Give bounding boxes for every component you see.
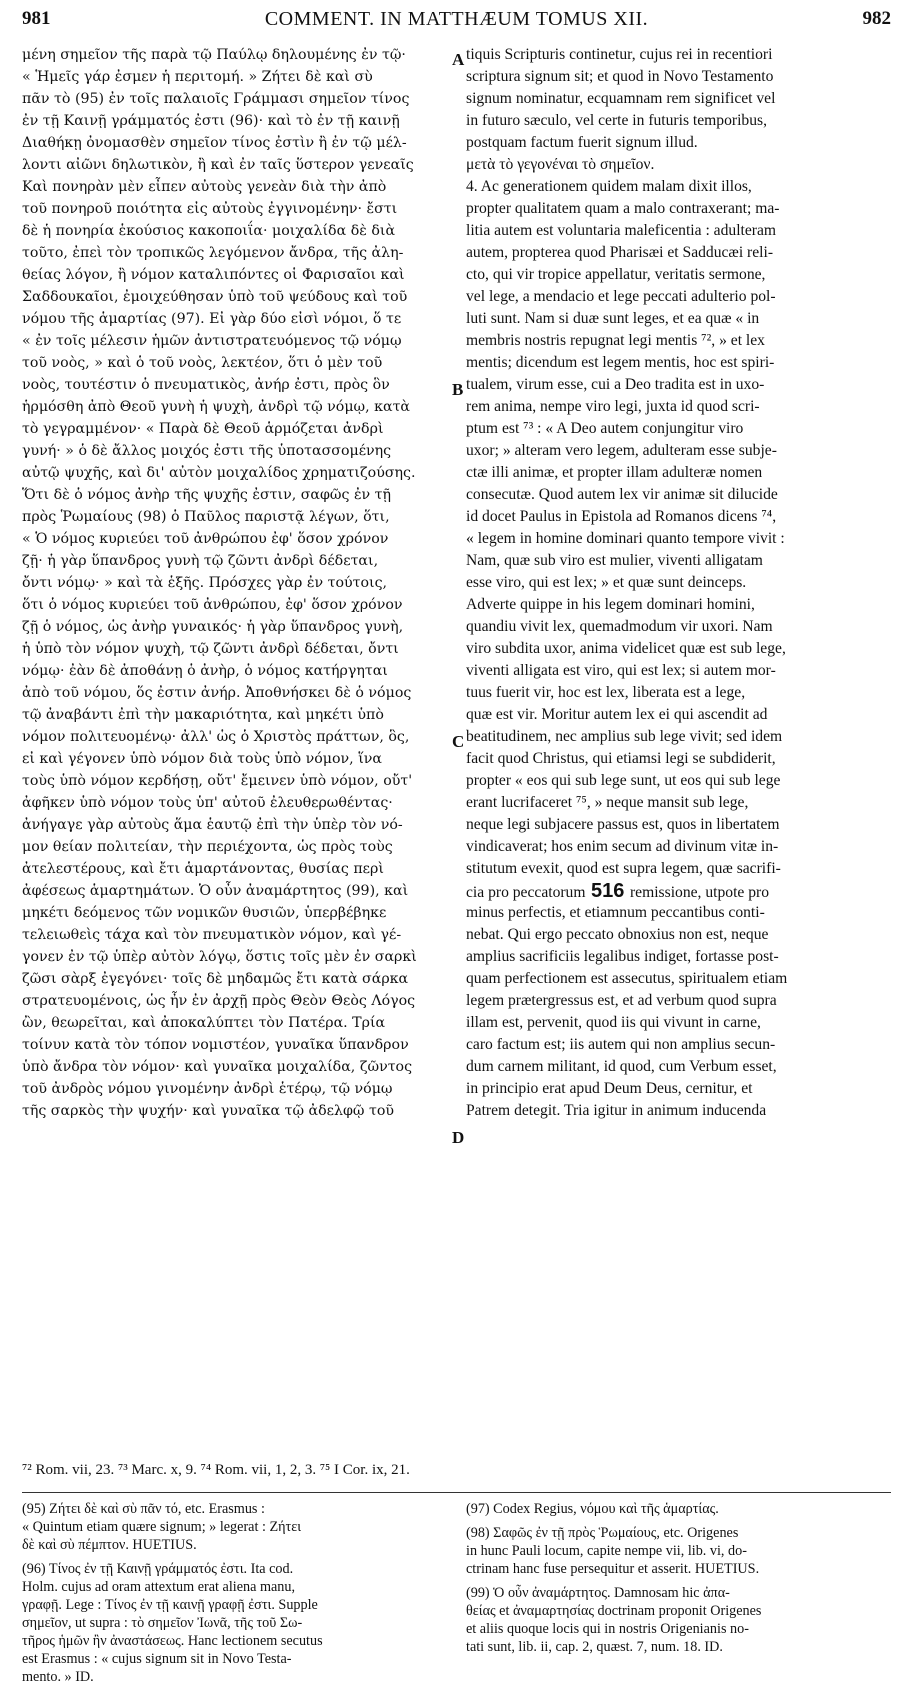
latin-text-line: neque legi subjacere passus est, quos in libertatem [466, 816, 780, 833]
greek-text-line: ἀπὸ τοῦ νόμου, ὅς ἐστιν ἀνήρ. Ἀποθνήσκει δὲ ὁ νόμος [22, 685, 412, 701]
greek-text-line: τοὺς ὑπὸ νόμον κερδήσῃ, οὔτ' ἔμεινεν ὑπὸ νόμον, οὔτ' [22, 773, 413, 789]
greek-text-line: ζῇ· ἡ γὰρ ὕπανδρος γυνὴ τῷ ζῶντι ἀνδρὶ δέδεται, [22, 553, 379, 569]
footnote-line: δὲ καὶ σὺ πέμπτον. HUETIUS. [22, 1537, 197, 1553]
greek-text-column [22, 44, 452, 1122]
footnote [22, 1560, 440, 1686]
greek-text-line: μένη σημεῖον τῆς παρὰ τῷ Παύλῳ δηλουμένης ἐν τῷ· [22, 47, 406, 63]
footnote-divider [22, 1492, 891, 1493]
footnote-line: τῆρος ἡμῶν ἢν ἀναστάσεως. Hanc lectionem secutus [22, 1633, 323, 1649]
greek-text-line: νόμον πολιτευομένῳ· ἀλλ' ὡς ὁ Χριστὸς πράττων, ὃς, [22, 729, 410, 745]
latin-text-line: consecutæ. Quod autem lex vir animæ sit dilucide [466, 486, 778, 503]
greek-text-line: μηκέτι δεόμενος τῶν νομικῶν θυσιῶν, ὑπερβέβηκε [22, 905, 387, 921]
footnote-line: in hunc Pauli locum, capite nempe vii, lib. vi, do- [466, 1543, 747, 1559]
latin-text-line: stitutum evexit, quod est supra legem, quæ sacrifi- [466, 860, 781, 877]
latin-text-line: ctæ illi animæ, et propter illam adulteræ nomen [466, 464, 763, 481]
latin-text-line: tuus fuerit vir, hoc est lex, liberata est a lege, [466, 684, 746, 701]
page-mark: 516 [585, 880, 630, 902]
latin-text-line: tualem, virum esse, cui a Deo tradita est in uxo- [466, 376, 765, 393]
greek-text-line: γονεν ἐν τῷ ὑπὲρ αὐτὸν λόγῳ, ὅστις τοῖς μὲν ἐν σαρκὶ [22, 949, 417, 965]
footnote-line: tati sunt, lib. ii, cap. 2, quæst. 7, num. 18. ID. [466, 1639, 723, 1655]
latin-text-line: quam perfectionem est assecutus, spiritualem etiam [466, 970, 788, 987]
greek-text-line: ἡ ὑπὸ τὸν νόμον ψυχὴ, τῷ ζῶντι ἀνδρὶ δέδεται, ὄντι [22, 641, 399, 657]
latin-text-line: in futuro sæculo, vel certe in futuris temporibus, [466, 112, 767, 129]
greek-text-line: ἀφέσεως ἁμαρτημάτων. Ὁ οὖν ἀναμάρτητος (99), καὶ [22, 883, 409, 899]
latin-text-line: mentis; dicendum est legem mentis, hoc est spiri- [466, 354, 775, 371]
greek-text-line: τὸ γεγραμμένον· « Παρὰ δὲ Θεοῦ ἁρμόζεται ἀνδρὶ [22, 421, 384, 437]
footnotes-left [22, 1500, 440, 1692]
latin-text-line: 4. Ac generationem quidem malam dixit illos, [466, 178, 752, 195]
latin-text-continuation: remissione, utpote pro [629, 884, 770, 901]
footnote-line: (97) Codex Regius, νόμου καὶ τῆς ἁμαρτίας. [466, 1501, 719, 1517]
greek-text-line: Ὅτι δὲ ὁ νόμος ἀνὴρ τῆς ψυχῆς ἐστιν, σαφῶς ἐν τῇ [22, 487, 392, 503]
greek-text-line: ἀφῆκεν ὑπὸ νόμον τοὺς ὑπ' αὐτοῦ ἐλευθερωθέντας· [22, 795, 393, 811]
greek-text-line: λοντι αἰῶνι δηλωτικὸν, ἢ καὶ ἐν ταῖς ὕστερον γενεαῖς [22, 157, 414, 173]
greek-text-line: δὲ ἡ πονηρία ἑκούσιος κακοποιΐα· μοιχαλίδα δὲ διὰ [22, 223, 396, 239]
latin-text-line: Patrem detegit. Tria igitur in animum inducenda [466, 1102, 767, 1119]
greek-text-line: στρατευομένοις, ὡς ἦν ἐν ἀρχῇ πρὸς Θεὸν Θεὸς Λόγος [22, 993, 416, 1009]
greek-text-line: νοὸς, τουτέστιν ὁ πνευματικὸς, ἀνήρ ἐστι, πρὸς ὃν [22, 377, 390, 393]
latin-text-line: erant lucrifaceret ⁷⁵, » neque mansit sub lege, [466, 794, 749, 811]
greek-text-line: « ἐν τοῖς μέλεσιν ἡμῶν ἀντιστρατευόμενος τῷ νόμῳ [22, 333, 402, 349]
footnote-line: (95) Ζήτει δὲ καὶ σὺ πᾶν τό, etc. Erasmus : [22, 1501, 265, 1517]
latin-text-line: signum nominatur, ecquamnam rem significet vel [466, 90, 776, 107]
latin-text-line: quæ est vir. Moritur autem lex ei qui ascendit ad [466, 706, 768, 723]
latin-text-line: propter qualitatem quam a malo contraxerant; ma- [466, 200, 780, 217]
latin-text-line: litia autem est voluntaria maleficentia : adulteram [466, 222, 777, 239]
greek-text-line: νόμῳ· ἐὰν δὲ ἀποθάνῃ ὁ ἀνὴρ, ὁ νόμος κατήργηται [22, 663, 388, 679]
footnote-line: (98) Σαφῶς ἐν τῇ πρὸς Ῥωμαίους, etc. Origenes [466, 1525, 739, 1541]
latin-text-line: viventi alligata est viro, qui est lex; si autem mor- [466, 662, 776, 679]
greek-text-line: πᾶν τὸ (95) ἐν τοῖς παλαιοῖς Γράμμασι σημεῖον τίνος [22, 91, 410, 107]
latin-text-line: cia pro peccatorum 516 remissione, utpote pro [466, 880, 770, 902]
greek-text-line: τῷ ἀναβάντι ἐπὶ τὴν μακαριότητα, καὶ μηκέτι ὑπὸ [22, 707, 384, 723]
latin-text-line: in principio erat apud Deum Deus, cernitur, et [466, 1080, 753, 1097]
greek-text-line: θείας λόγον, ἢ νόμον καταλιπόντες οἱ Φαρισαῖοι καὶ [22, 267, 405, 283]
section-marker-c: C [452, 732, 465, 751]
greek-text-line: τελειωθεὶς τάχα καὶ τὸν πνευματικὸν νόμον, καὶ γέ- [22, 927, 402, 943]
latin-text-line: quandiu vivit lex, quemadmodum vir uxori. Nam [466, 618, 773, 635]
footnotes-right [466, 1500, 892, 1662]
latin-text-line: ptum est ⁷³ : « A Deo autem conjungitur viro [466, 420, 744, 437]
footnote-line: Holm. cujus ad oram attextum erat aliena manu, [22, 1579, 296, 1595]
latin-text-line: uxor; » alteram vero legem, adulteram esse subje- [466, 442, 777, 459]
greek-text-line: ἀνήγαγε γὰρ αὐτοὺς ἅμα ἑαυτῷ ἐπὶ τὴν ὑπὲρ τὸν νό- [22, 817, 403, 833]
latin-text-line: beatitudinem, nec amplius sub lege vivit; sed idem [466, 728, 783, 745]
greek-text-line: τῆς σαρκὸς τὴν ψυχήν· καὶ γυναῖκα τῷ ἀδελφῷ τοῦ [22, 1103, 395, 1119]
latin-text-line: μετὰ τὸ γεγονέναι τὸ σημεῖον. [466, 156, 655, 173]
latin-text-line: legem prætergressus est, et ad verbum quod supra [466, 992, 777, 1009]
latin-text-line: dum carnem militant, id quod, cum Verbum esset, [466, 1058, 777, 1075]
latin-text-line: tiquis Scripturis continetur, cujus rei in recentiori [466, 46, 773, 63]
latin-text-line: caro factum est; iis autem qui non amplius secun- [466, 1036, 776, 1053]
scripture-references: ⁷² Rom. vii, 23. ⁷³ Marc. x, 9. ⁷⁴ Rom. vii, 1, 2, 3. ⁷⁵ I Cor. ix, 21. [22, 1462, 410, 1478]
section-marker-d: D [452, 1128, 465, 1147]
latin-text-column [466, 44, 892, 1122]
greek-text-line: Καὶ πονηρὰν μὲν εἶπεν αὐτοὺς γενεὰν διὰ τὴν ἀπὸ [22, 179, 387, 195]
footnote [466, 1500, 892, 1518]
latin-text-line: vindicaverat; hos enim secum ad divinum vitæ in- [466, 838, 779, 855]
latin-text-line: illam est, pervenit, quod iis qui vivunt in carne, [466, 1014, 761, 1031]
page-header [22, 8, 891, 32]
footnote-line: est Erasmus : « cujus signum sit in Novo Testa- [22, 1651, 292, 1667]
latin-text-line: « legem in homine dominari quanto tempore vivit : [466, 530, 785, 547]
footnote-line: et aliis quoque locis qui in nostris Origenianis no- [466, 1621, 749, 1637]
greek-text-line: ζῶσι σὰρξ ἐγεγόνει· τοῖς δὲ μηδαμῶς ἔτι κατὰ σάρκα [22, 971, 409, 987]
latin-text-line: luti sunt. Nam si duæ sunt leges, et ea quæ « in [466, 310, 760, 327]
greek-text-line: ὄντι νόμῳ· » καὶ τὰ ἑξῆς. Πρόσχες γὰρ ἐν τούτοις, [22, 575, 388, 591]
running-title: COMMENT. IN MATTHÆUM TOMUS XII. [264, 8, 649, 30]
greek-text-line: ὢν, θεωρεῖται, καὶ ἀποκαλύπτει τὸν Πατέρα. Τρία [22, 1015, 386, 1031]
greek-text-line: νόμου τῆς ἁμαρτίας (97). Εἰ γὰρ δύο εἰσὶ νόμοι, ὅ τε [22, 311, 402, 327]
greek-text-line: « Ὁ νόμος κυριεύει τοῦ ἀνθρώπου ἐφ' ὅσον χρόνον [22, 531, 389, 547]
latin-text-line: postquam factum fuerit signum illud. [466, 134, 698, 151]
greek-text-line: ἀτελεστέρους, καὶ ἔτι ἁμαρτάνοντας, θυσίας περὶ [22, 861, 384, 877]
section-marker-b: B [452, 380, 464, 399]
footnote-line: « Quintum etiam quære signum; » legerat : Ζήτει [22, 1519, 302, 1535]
latin-text-line: id docet Paulus in Epistola ad Romanos dicens ⁷⁴, [466, 508, 777, 525]
greek-text-line: αὐτῷ ψυχῆς, καὶ δι' αὐτὸν μοιχαλίδος χρηματιζούσης. [22, 465, 416, 481]
latin-text-line: scriptura signum sit; et quod in Novo Testamento [466, 68, 774, 85]
greek-text-line: τοῦτο, ἐπεὶ τὸν τροπικῶς λεγόμενον ἄνδρα, τῆς ἀλη- [22, 245, 404, 261]
latin-text-line: facit quod Christus, qui etiamsi legi se subdiderit, [466, 750, 776, 767]
latin-text-line: rem anima, nempe viro legi, juxta id quod scri- [466, 398, 760, 415]
latin-text-line: esse viro, qui est lex; » et quæ sunt deinceps. [466, 574, 747, 591]
greek-text-line: εἰ καὶ γέγονεν ὑπὸ νόμον διὰ τοὺς ὑπὸ νόμον, ἵνα [22, 751, 382, 767]
greek-text-line: Σαδδουκαῖοι, ἐμοιχεύθησαν ὑπὸ τοῦ ψεύδους καὶ τοῦ [22, 289, 408, 305]
footnote-line: (99) Ὁ οὖν ἀναμάρτητος. Damnosam hic ἀπα- [466, 1585, 730, 1601]
page-number-left: 981 [22, 8, 51, 29]
page-number-right: 982 [862, 8, 891, 29]
section-marker-a: A [452, 50, 465, 69]
greek-text-line: γυνή· » ὁ δὲ ἄλλος μοιχός ἐστι τῆς ὑποτασσομένης [22, 443, 392, 459]
footnote-line: γραφῇ. Lege : Τίνος ἐν τῇ καινῇ γραφῇ ἐστι. Supple [22, 1597, 318, 1613]
greek-text-line: ἐν τῇ Καινῇ γράμματός ἐστι (96)· καὶ τὸ ἐν τῇ καινῇ [22, 113, 400, 129]
greek-text-line: πρὸς Ῥωμαίους (98) ὁ Παῦλος παριστᾷ λέγων, ὅτι, [22, 509, 390, 525]
latin-text-line: Nam, quæ sub viro est mulier, viventi alligatam [466, 552, 763, 569]
latin-text-line: Adverte quippe in his legem dominari homini, [466, 596, 755, 613]
footnote-line: mento. » ID. [22, 1669, 94, 1685]
latin-text-line: propter « eos qui sub lege sunt, ut eos qui sub lege [466, 772, 781, 789]
greek-text-line: « Ἡμεῖς γάρ ἐσμεν ἡ περιτομή. » Ζήτει δὲ καὶ σὺ [22, 69, 373, 85]
footnote-line: ctrinam hanc fuse persequitur et asserit. HUETIUS. [466, 1561, 760, 1577]
greek-text-line: μον θείαν πολιτείαν, τὴν περιέχοντα, ὡς πρὸς τοὺς [22, 839, 393, 855]
greek-text-line: Διαθήκῃ ὀνομασθὲν σημεῖον τίνος ἐστὶν ἢ ἐν τῷ μέλ- [22, 135, 407, 151]
latin-text-line: viro subdita uxor, anima videlicet quæ est sub lege, [466, 640, 786, 657]
latin-text-line: autem, propterea quod Pharisæi et Sadducæi reli- [466, 244, 774, 261]
latin-text-line: minus perfectis, et etiamnum peccantibus conti- [466, 904, 765, 921]
footnote-line: (96) Τίνος ἐν τῇ Καινῇ γράμματός ἐστι. Ita cod. [22, 1561, 294, 1577]
latin-text-line: membris nostris repugnat legi mentis ⁷², » et lex [466, 332, 765, 349]
greek-text-line: ὑπὸ ἄνδρα τὸν νόμον· καὶ γυναῖκα μοιχαλίδα, ζῶντος [22, 1059, 413, 1075]
latin-text-line: nebat. Qui ergo peccato obnoxius non est, neque [466, 926, 769, 943]
footnote [466, 1584, 892, 1656]
latin-text-line: vel lege, a mendacio et lege peccati adulterio pol- [466, 288, 776, 305]
greek-text-line: ἡρμόσθη ἀπὸ Θεοῦ γυνὴ ἡ ψυχὴ, ἀνδρὶ τῷ νόμῳ, κατὰ [22, 399, 411, 415]
latin-text-line: amplius sacrificiis legalibus indiget, fortasse post- [466, 948, 779, 965]
greek-text-line: τοῦ νοὸς, » καὶ ὁ τοῦ νοὸς, λεκτέον, ὅτι ὁ μὲν τοῦ [22, 355, 383, 371]
greek-text-line: τοίνυν κατὰ τὸν τόπον νομιστέον, γυναῖκα ὕπανδρον [22, 1037, 409, 1053]
greek-text-line: τοῦ πονηροῦ ποιότητα εἰς αὐτοὺς ἐγγινομένην· ἔστι [22, 201, 398, 217]
footnote [22, 1500, 440, 1554]
greek-text-line: ζῇ ὁ νόμος, ὡς ἀνὴρ γυναικός· ἡ γὰρ ὕπανδρος γυνὴ, [22, 619, 404, 635]
greek-text-line: τοῦ ἀνδρὸς νόμου γινομένην ἀνδρὶ ἑτέρῳ, τῷ νόμῳ [22, 1081, 393, 1097]
greek-text-line: ὅτι ὁ νόμος κυριεύει τοῦ ἀνθρώπου, ἐφ' ὅσον χρόνον [22, 597, 403, 613]
footnote [466, 1524, 892, 1578]
footnote-line: σημεῖον, ut supra : τὸ σημεῖον Ἰωνᾶ, τῆς τοῦ Σω- [22, 1615, 303, 1631]
latin-text-line: cto, qui vir tropice appellatur, veritatis sermone, [466, 266, 766, 283]
footnote-line: θείας et ἀναμαρτησίας doctrinam proponit Origenes [466, 1603, 762, 1619]
